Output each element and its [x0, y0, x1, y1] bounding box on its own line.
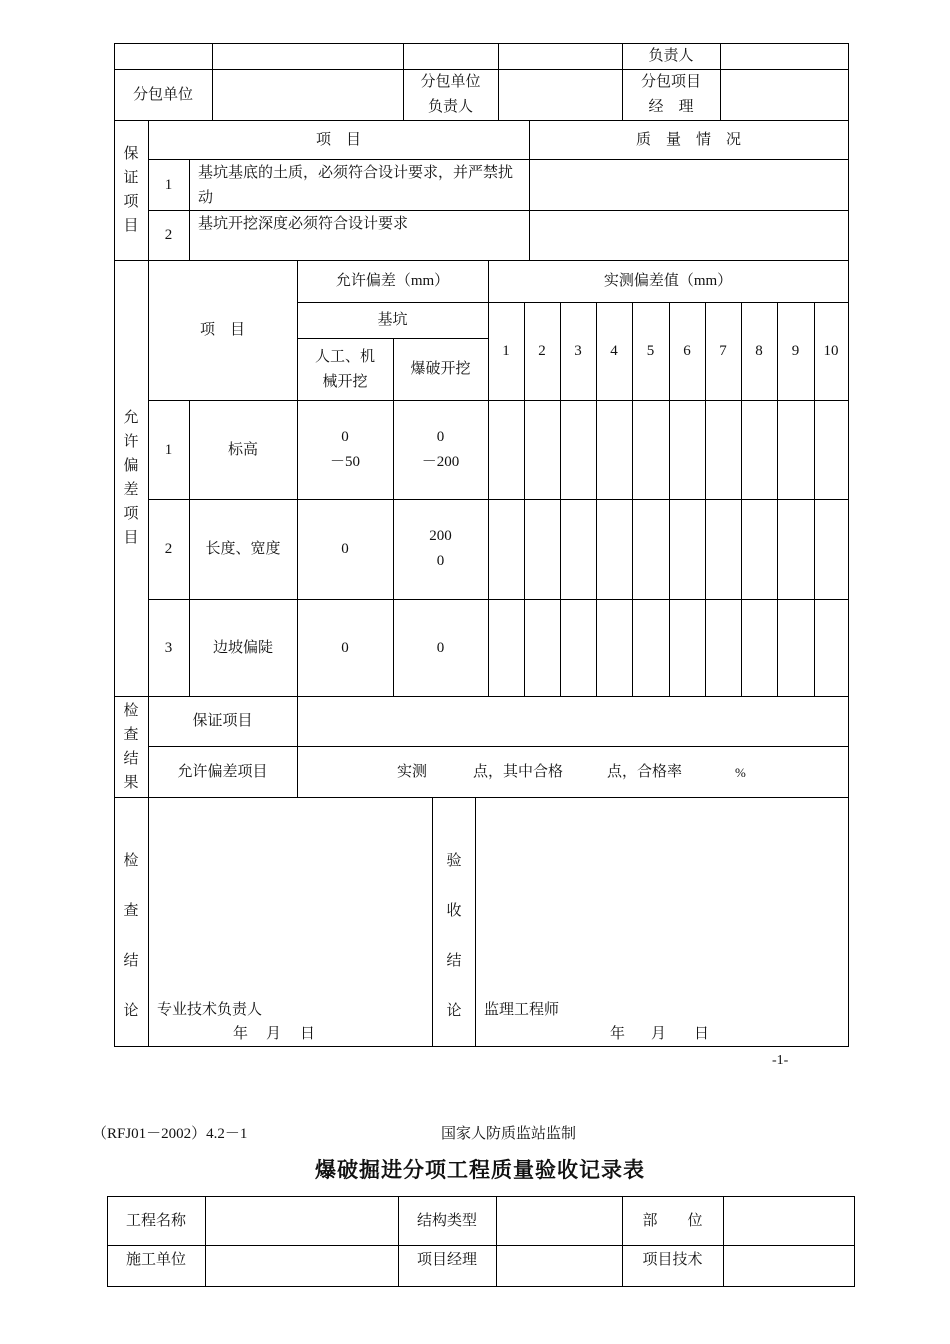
manual-header-1: 人工、机: [314, 349, 375, 365]
accept-conclusion-text: 验收结论: [446, 853, 462, 1019]
manual-value: 0: [341, 541, 349, 557]
check-conclusion-label: [121, 836, 141, 1036]
result-percent: %: [735, 765, 746, 780]
deviation-item-no: 1: [164, 441, 173, 458]
allowed-deviation-header: 允许偏差（mm）: [335, 273, 450, 289]
form-issuer: 国家人防质监站监制: [441, 1126, 577, 1142]
measure-col-number: 1: [502, 343, 510, 359]
measure-col-number: 3: [574, 343, 582, 359]
form-title: 爆破掘进分项工程质量验收记录表: [315, 1158, 645, 1182]
deviation-item-no: 3: [164, 639, 173, 656]
blast-value: －200: [421, 454, 460, 470]
result-points-text: 点，其中合格: [473, 764, 564, 780]
deviation-item-name: 标高: [227, 441, 258, 458]
blast-value: 200: [429, 528, 452, 544]
page-number: -1-: [772, 1053, 789, 1068]
manual-value: 0: [341, 429, 349, 445]
measure-col-number: 9: [791, 343, 800, 359]
project-name-label: 工程名称: [125, 1212, 186, 1229]
project-manager-label: 项目经理: [416, 1251, 477, 1268]
accept-date-year: 年: [610, 1026, 626, 1042]
guarantee-quality-header: 质 量 情 况: [635, 131, 741, 148]
deviation-item-header: 项 目: [199, 322, 245, 338]
accept-signer: 监理工程师: [484, 1002, 560, 1018]
result-section-label: 检查结果: [123, 703, 139, 791]
structure-type-label: 结构类型: [416, 1212, 477, 1229]
deviation-section-label: 允许偏差项目: [123, 410, 139, 546]
measure-col-number: 8: [755, 343, 763, 359]
check-date-year: 年: [233, 1026, 249, 1042]
guarantee-section-label: 保证项目: [123, 146, 139, 234]
accept-date-day: 日: [694, 1026, 710, 1042]
deviation-item-name: 边坡偏陡: [212, 639, 273, 656]
measure-col-number: 5: [646, 343, 655, 359]
measure-col-number: 2: [538, 343, 546, 359]
manual-value: 0: [341, 639, 349, 656]
blast-header: 爆破开挖: [410, 361, 471, 377]
project-tech-label: 项目技术: [642, 1251, 703, 1268]
blast-value: 0: [436, 639, 445, 656]
guarantee-item-text: 基坑基底的土质，必须符合设计要求，并严禁扰动: [198, 165, 514, 206]
guarantee-item-no: 1: [164, 176, 173, 193]
deviation-item-no: 2: [164, 541, 173, 557]
blast-value: 0: [436, 429, 445, 445]
guarantee-item-no: 2: [164, 227, 173, 243]
sub-project-manager-label-1: 分包项目: [640, 74, 701, 90]
result-guarantee-label: 保证项目: [192, 713, 253, 729]
manual-value: －50: [329, 454, 360, 470]
result-measured-text: 实测: [397, 764, 428, 780]
check-signer: 专业技术负责人: [157, 1002, 263, 1018]
sub-unit-responsible-label-2: 负责人: [427, 99, 473, 115]
part-label: 部 位: [642, 1212, 703, 1229]
sub-unit-label: 分包单位: [132, 86, 193, 103]
measure-col-number: 10: [823, 343, 839, 359]
deviation-item-name: 长度、宽度: [205, 541, 281, 557]
accept-conclusion-label: [444, 836, 464, 1036]
guarantee-item-header: 项 目: [315, 131, 361, 148]
sub-unit-responsible-label-1: 分包单位: [420, 74, 481, 90]
measured-header: 实测偏差值（mm）: [603, 273, 733, 289]
measure-col-number: 4: [610, 343, 618, 359]
accept-date-month: 月: [651, 1026, 667, 1042]
form-code: （RFJ01－2002）4.2－1: [92, 1126, 248, 1142]
construction-unit-label: 施工单位: [125, 1251, 186, 1268]
measure-col-number: 6: [683, 343, 691, 359]
manual-header-2: 械开挖: [322, 374, 368, 390]
pit-header: 基坑: [377, 312, 408, 328]
sub-project-manager-label-2: 经 理: [648, 99, 694, 115]
responsible-label: 负责人: [648, 48, 694, 64]
check-date-day: 日: [300, 1026, 316, 1042]
blast-value: 0: [436, 553, 445, 569]
check-date-month: 月: [266, 1026, 282, 1042]
result-points-text-2: 点，合格率: [607, 764, 683, 780]
guarantee-item-text: 基坑开挖深度必须符合设计要求: [198, 216, 409, 232]
check-conclusion-text: 检查结论: [123, 853, 139, 1019]
result-deviation-label: 允许偏差项目: [177, 763, 268, 780]
measure-col-number: 7: [719, 343, 727, 359]
